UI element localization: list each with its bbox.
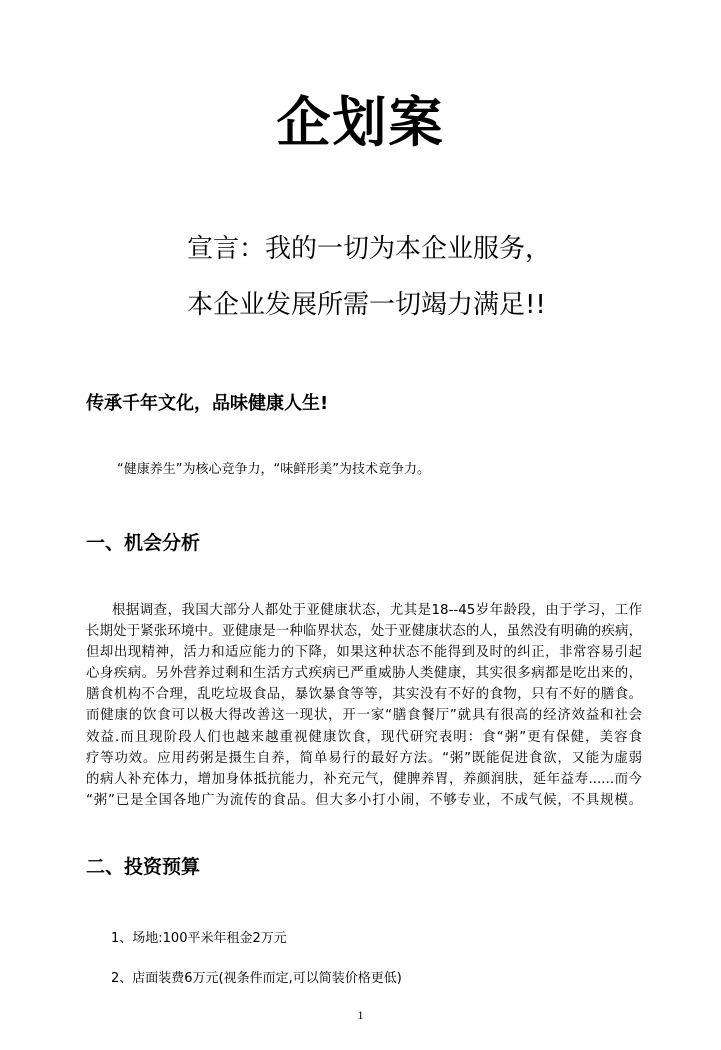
declaration-line-2: 本企业发展所需一切竭力满足!! (187, 290, 546, 320)
opportunity-analysis-paragraph (86, 600, 642, 811)
paragraph-line: 但却出现精神，活力和适应能力的下降，如果这种状态不能得到及时的纠正，非常容易引起 (86, 645, 642, 661)
budget-item-venue: 1、场地:100平米年租金2万元 (111, 931, 287, 946)
paragraph-line: 疗等功效。应用药粥是摄生自养，简单易行的最好方法。“粥”既能促进食欲，又能为虚弱 (86, 750, 642, 766)
paragraph-line: 的病人补充体力，增加身体抵抗能力，补充元气，健脾养胃，养颜润肤，延年益寿......而今 (86, 771, 642, 787)
paragraph-line: 心身疾病。另外营养过剩和生活方式疾病已严重威胁人类健康，其实很多病都是吃出来的， (86, 666, 642, 682)
paragraph-line: 长期处于紧张环境中。亚健康是一种临界状态，处于亚健康状态的人，虽然没有明确的疾病， (86, 624, 642, 640)
page-number: 1 (357, 1008, 364, 1022)
document-title: 企划案 (276, 90, 445, 154)
paragraph-line: 效益.而且现阶段人们也越来越重视健康饮食，现代研究表明：食“粥”更有保健，美容食 (86, 729, 642, 745)
paragraph-line: “粥”已是全国各地广为流传的食品。但大多小打小闹，不够专业，不成气候，不具规模。 (86, 792, 642, 808)
budget-item-decoration: 2、店面装费6万元(视条件而定,可以简装价格更低) (111, 971, 402, 986)
section-heading-opportunity-analysis: 一、机会分析 (86, 532, 201, 554)
section-heading-investment-budget: 二、投资预算 (86, 856, 201, 878)
declaration-line-1: 宣言：我的一切为本企业服务， (187, 234, 552, 264)
paragraph-line: 而健康的饮食可以极大得改善这一现状，开一家“膳食餐厅”就具有很高的经济效益和社会 (86, 708, 642, 724)
paragraph-line: 根据调查，我国大部分人都处于亚健康状态，尤其是18--45岁年龄段，由于学习，工作 (112, 603, 642, 618)
slogan: 传承千年文化，品味健康人生! (86, 393, 329, 414)
tagline: “健康养生”为核心竞争力，“味鲜形美”为技术竞争力。 (117, 462, 430, 477)
paragraph-line: 膳食机构不合理，乱吃垃圾食品，暴饮暴食等等，其实没有不好的食物，只有不好的膳食。 (86, 687, 642, 703)
